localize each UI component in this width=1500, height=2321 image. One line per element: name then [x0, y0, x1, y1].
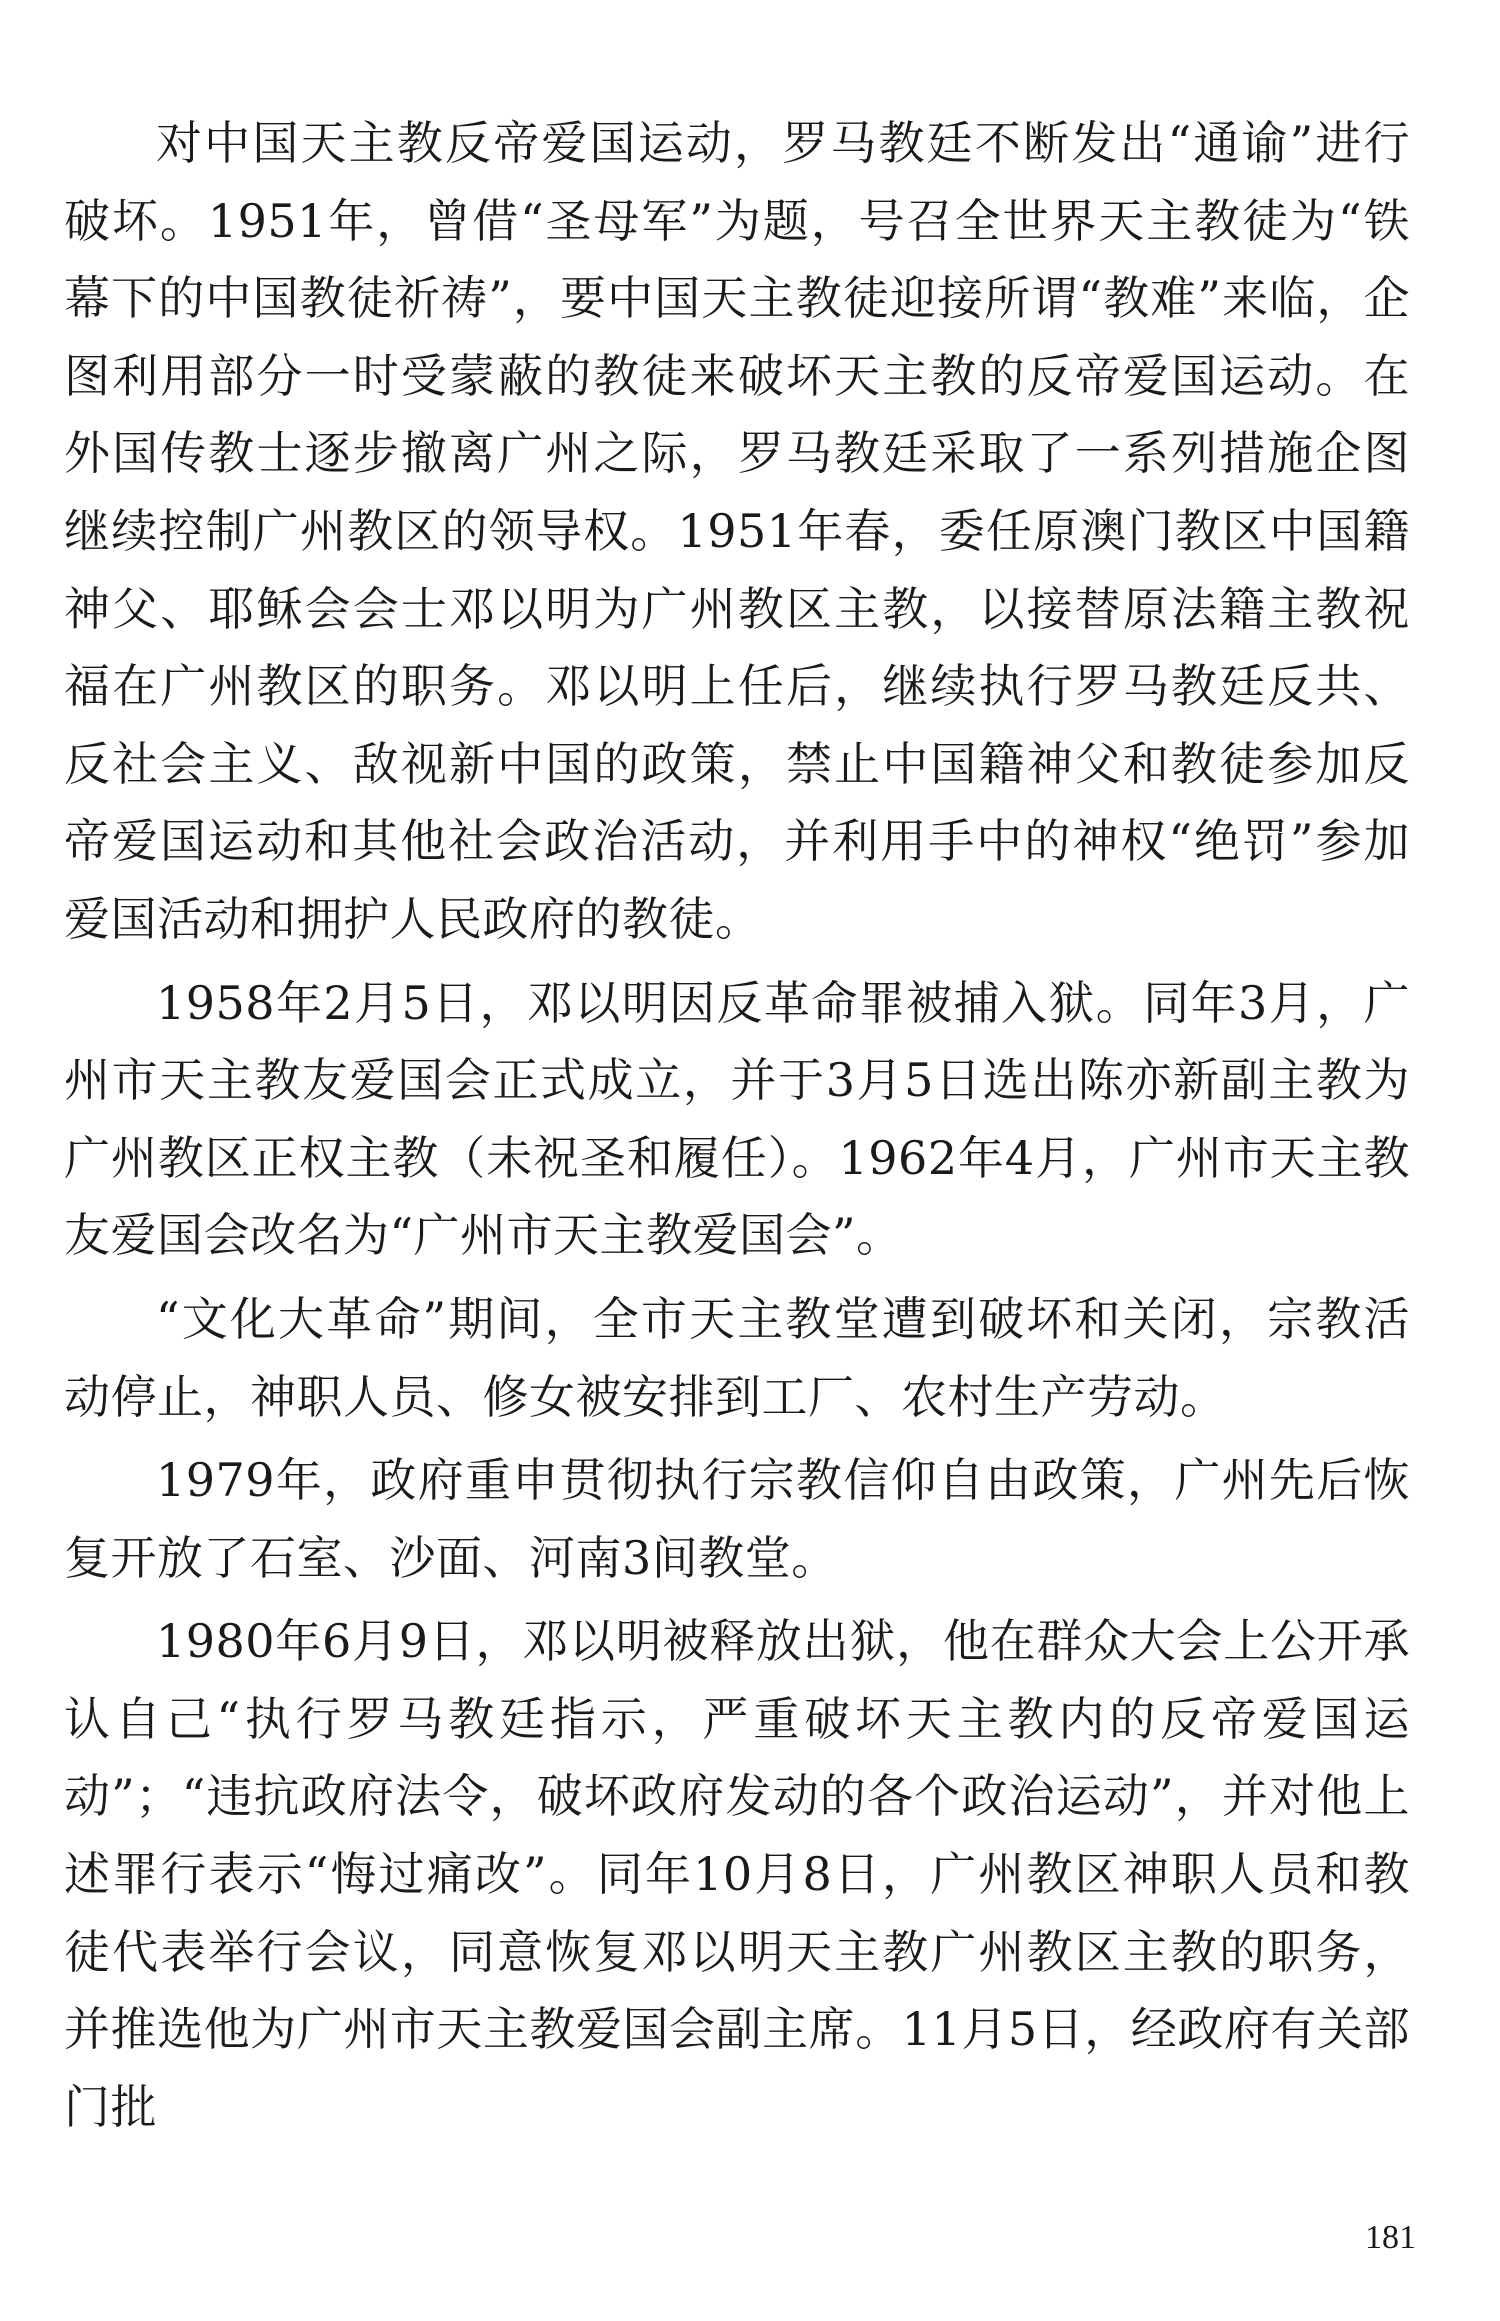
page-number: 181: [1365, 2219, 1416, 2256]
paragraph-3: “文化大革命”期间，全市天主教堂遭到破坏和关闭，宗教活动停止，神职人员、修女被安排到工厂、农村生产劳动。: [64, 1291, 1410, 1424]
body-text: [64, 105, 1410, 2152]
paragraph-5: 1980年6月9日，邓以明被释放出狱，他在群众大会上公开承认自己“执行罗马教廷指示，严重破坏天主教内的反帝爱国运动”；“违抗政府法令，破坏政府发动的各个政治运动”，并对他上述罪行表示“悔过痛改”。同年10月8日，广州教区神职人员和教徒代表举行会议，同意恢复邓以明天主教广州教区主教的职务，并推选他为广州市天主教爱国会副主席。11月5日，经政府有关部门批: [64, 1614, 1410, 2134]
paragraph-4: 1979年，政府重申贯彻执行宗教信仰自由政策，广州先后恢复开放了石室、沙面、河南3间教堂。: [64, 1453, 1410, 1585]
paragraph-1: 对中国天主教反帝爱国运动，罗马教廷不断发出“通谕”进行破坏。1951年，曾借“圣母军”为题，号召全世界天主教徒为“铁幕下的中国教徒祈祷”，要中国天主教徒迎接所谓“教难”来临，企图利用部分一时受蒙蔽的教徒来破坏天主教的反帝爱国运动。在外国传教士逐步撤离广州之际，罗马教廷采取了一系列措施企图继续控制广州教区的领导权。1951年春，委任原澳门教区中国籍神父、耶稣会会士邓以明为广州教区主教，以接替原法籍主教祝福在广州教区的职务。邓以明上任后，继续执行罗马教廷反共、反社会主义、敌视新中国的政策，禁止中国籍神父和教徒参加反帝爱国运动和其他社会政治活动，并利用手中的神权“绝罚”参加爱国活动和拥护人民政府的教徒。: [64, 116, 1410, 946]
paragraph-2: 1958年2月5日，邓以明因反革命罪被捕入狱。同年3月，广州市天主教友爱国会正式成立，并于3月5日选出陈亦新副主教为广州教区正权主教（未祝圣和履任）。1962年4月，广州市天主教友爱国会改名为“广州市天主教爱国会”。: [64, 975, 1410, 1263]
